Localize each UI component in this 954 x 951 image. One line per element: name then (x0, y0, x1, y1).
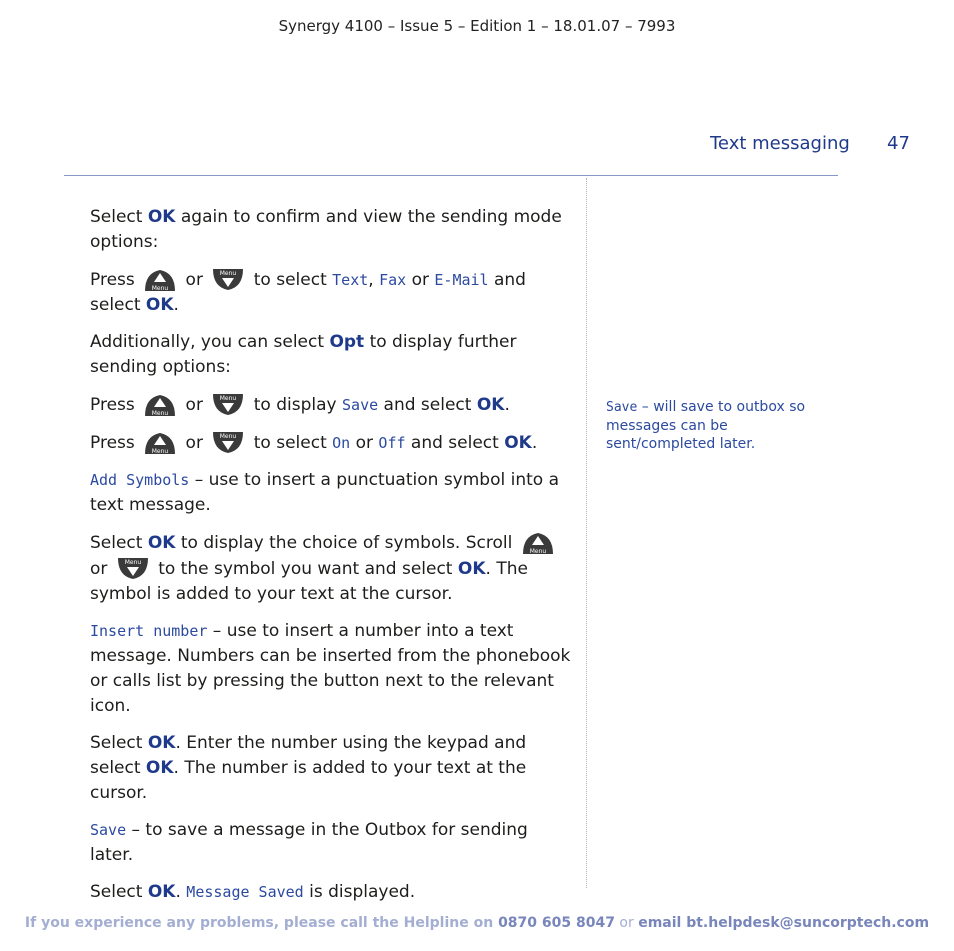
lcd-add-symbols: Add Symbols (90, 471, 190, 489)
svg-text:Menu: Menu (220, 433, 237, 440)
ok-softkey-label: OK (145, 758, 174, 778)
lcd-email-option: E-Mail (434, 271, 489, 289)
ok-softkey-label: OK (147, 207, 176, 227)
ok-softkey-label: OK (476, 395, 505, 415)
lcd-save: Save (90, 821, 127, 839)
header-rule (64, 175, 838, 176)
svg-text:Menu: Menu (124, 559, 142, 566)
svg-text:Menu: Menu (220, 395, 237, 402)
side-note: Save – will save to outbox so messages can be sent/completed later. (606, 399, 806, 452)
column-divider (586, 178, 587, 888)
lcd-message-saved: Message Saved (186, 883, 304, 901)
helpdesk-email: email bt.helpdesk@suncorptech.com (638, 915, 930, 931)
ok-softkey-label: OK (145, 295, 174, 315)
svg-text:Menu: Menu (151, 285, 169, 292)
paragraph-on-off: Press Menu or Menu to select On or Off and select OK. (90, 430, 572, 456)
lcd-insert-number: Insert number (90, 622, 208, 640)
scroll-down-key-icon (115, 556, 151, 582)
lcd-save-option: Save (342, 396, 379, 414)
lcd-fax-option: Fax (379, 271, 407, 289)
paragraph-save: Save – to save a message in the Outbox for sending later. (90, 820, 528, 865)
page-number: 47 (887, 133, 910, 154)
paragraph-enter-number: Select OK. Enter the number using the keypad and select OK. The number is added to your text at the cursor. (90, 733, 527, 803)
ok-softkey-label: OK (147, 882, 176, 902)
lcd-off-option: Off (378, 434, 406, 452)
ok-softkey-label: OK (457, 559, 486, 579)
helpline-footer: If you experience any problems, please call the Helpline on 0870 605 8047 or email bt.helpdesk@suncorptech.com (24, 915, 930, 931)
scroll-down-key-icon (210, 392, 246, 418)
paragraph-confirm: Select OK again to confirm and view the sending mode options: (90, 207, 562, 252)
ok-softkey-label: OK (147, 533, 176, 553)
svg-text:Menu: Menu (151, 448, 169, 455)
opt-softkey-label: Opt (329, 332, 365, 352)
section-title: Text messaging (710, 133, 850, 154)
paragraph-options: Additionally, you can select Opt to display further sending options: (90, 332, 517, 377)
lcd-save-note: Save (606, 400, 638, 415)
scroll-down-key-icon (210, 267, 246, 293)
scroll-down-key-icon (210, 430, 246, 456)
paragraph-select-mode: Press Menu or Menu to select Text, Fax or E-Mail and select OK. (90, 267, 572, 318)
ok-softkey-label: OK (147, 733, 176, 753)
scroll-up-key-icon (520, 530, 556, 556)
paragraph-insert-number: Insert number – use to insert a number into a text message. Numbers can be inserted from the phonebook or calls list by pressing the button next to the relevant icon. (90, 621, 571, 716)
svg-text:Menu: Menu (151, 410, 169, 417)
paragraph-add-symbols: Add Symbols – use to insert a punctuation symbol into a text message. (90, 470, 560, 515)
paragraph-display-save: Press Menu or Menu to display Save and select OK. (90, 392, 572, 418)
scroll-up-key-icon (142, 267, 178, 293)
svg-text:Menu: Menu (220, 270, 237, 277)
ok-softkey-label: OK (504, 433, 532, 453)
lcd-text-option: Text (332, 271, 369, 289)
document-header: Synergy 4100 – Issue 5 – Edition 1 – 18.01.07 – 7993 (278, 17, 676, 35)
main-column (90, 205, 572, 917)
paragraph-choose-symbol: Select OK to display the choice of symbols. Scroll Menu or Menu to the symbol you want and select OK. The symbol is added to your text at the cursor. (90, 530, 572, 607)
svg-text:Menu: Menu (529, 548, 546, 555)
scroll-up-key-icon (142, 392, 178, 418)
scroll-up-key-icon (142, 430, 178, 456)
lcd-on-option: On (332, 434, 351, 452)
paragraph-message-saved: Select OK. Message Saved is displayed. (90, 882, 416, 902)
helpline-phone: 0870 605 8047 (498, 915, 615, 931)
